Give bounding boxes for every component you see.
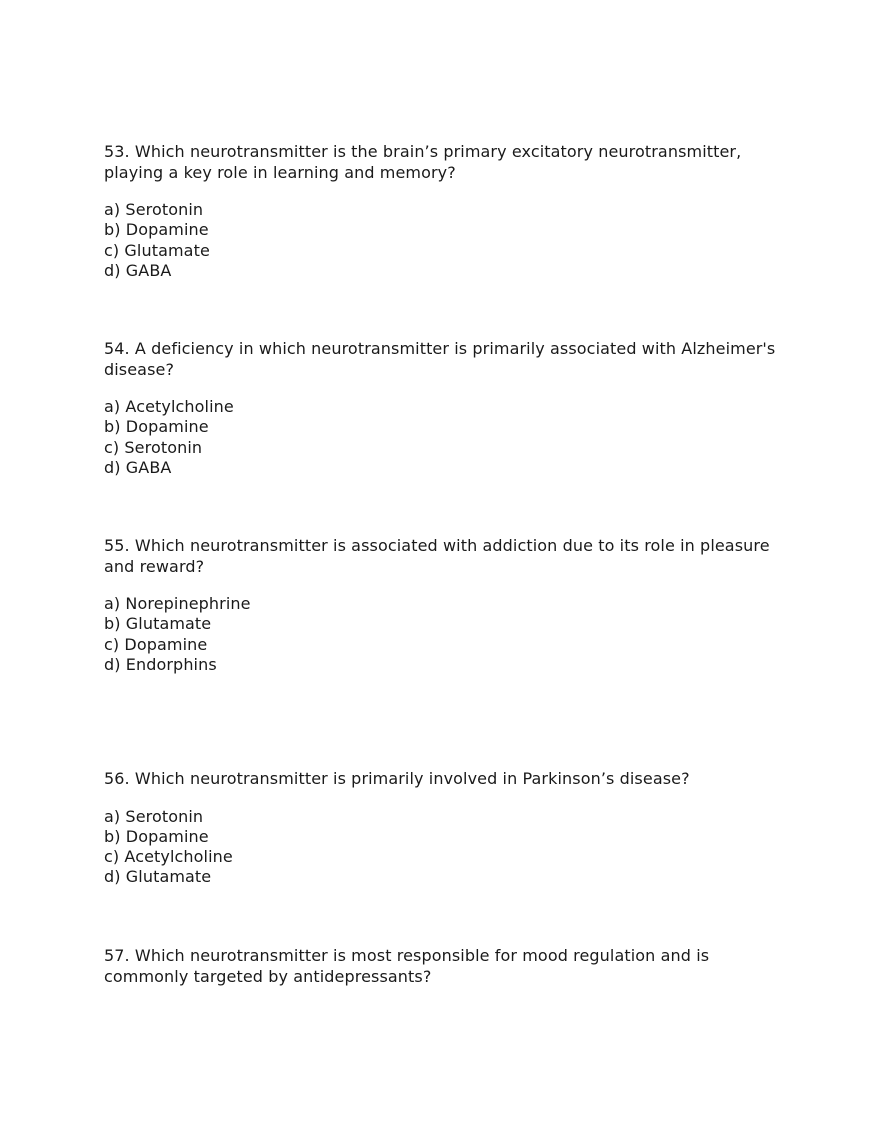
answer-options bbox=[104, 200, 784, 281]
answer-options bbox=[104, 397, 784, 478]
option-b: b) Dopamine bbox=[104, 220, 209, 240]
option-d: d) Glutamate bbox=[104, 867, 212, 887]
option-a: a) Serotonin bbox=[104, 200, 204, 219]
question-text: 54. A deficiency in which neurotransmitter is primarily associated with Alzheimer's disease? bbox=[104, 339, 776, 379]
option-d: d) GABA bbox=[104, 457, 172, 477]
option-c: c) Dopamine bbox=[104, 634, 208, 654]
option-d: d) Endorphins bbox=[104, 654, 217, 674]
option-c: c) Acetylcholine bbox=[104, 847, 233, 867]
question-text: 55. Which neurotransmitter is associated with addiction due to its role in pleasure and reward? bbox=[104, 536, 770, 576]
option-c: c) Glutamate bbox=[104, 240, 210, 260]
option-b: b) Dopamine bbox=[104, 417, 209, 437]
question-text: 56. Which neurotransmitter is primarily involved in Parkinson’s disease? bbox=[104, 769, 690, 788]
question-text: 53. Which neurotransmitter is the brain’s primary excitatory neurotransmitter, playing a key role in learning and memory? bbox=[104, 142, 742, 182]
option-a: a) Serotonin bbox=[104, 806, 204, 826]
option-a: a) Norepinephrine bbox=[104, 594, 251, 613]
answer-options bbox=[104, 807, 784, 888]
question-54 bbox=[104, 339, 784, 478]
question-text: 57. Which neurotransmitter is most responsible for mood regulation and is commonly targeted by antidepressants? bbox=[104, 946, 710, 986]
option-d: d) GABA bbox=[104, 260, 172, 280]
option-c: c) Serotonin bbox=[104, 437, 203, 457]
question-53 bbox=[104, 142, 784, 281]
answer-options bbox=[104, 594, 784, 675]
option-b: b) Dopamine bbox=[104, 826, 209, 846]
question-56 bbox=[104, 769, 784, 888]
option-a: a) Acetylcholine bbox=[104, 397, 234, 416]
question-57 bbox=[104, 946, 784, 987]
option-b: b) Glutamate bbox=[104, 614, 212, 634]
question-55 bbox=[104, 536, 784, 675]
